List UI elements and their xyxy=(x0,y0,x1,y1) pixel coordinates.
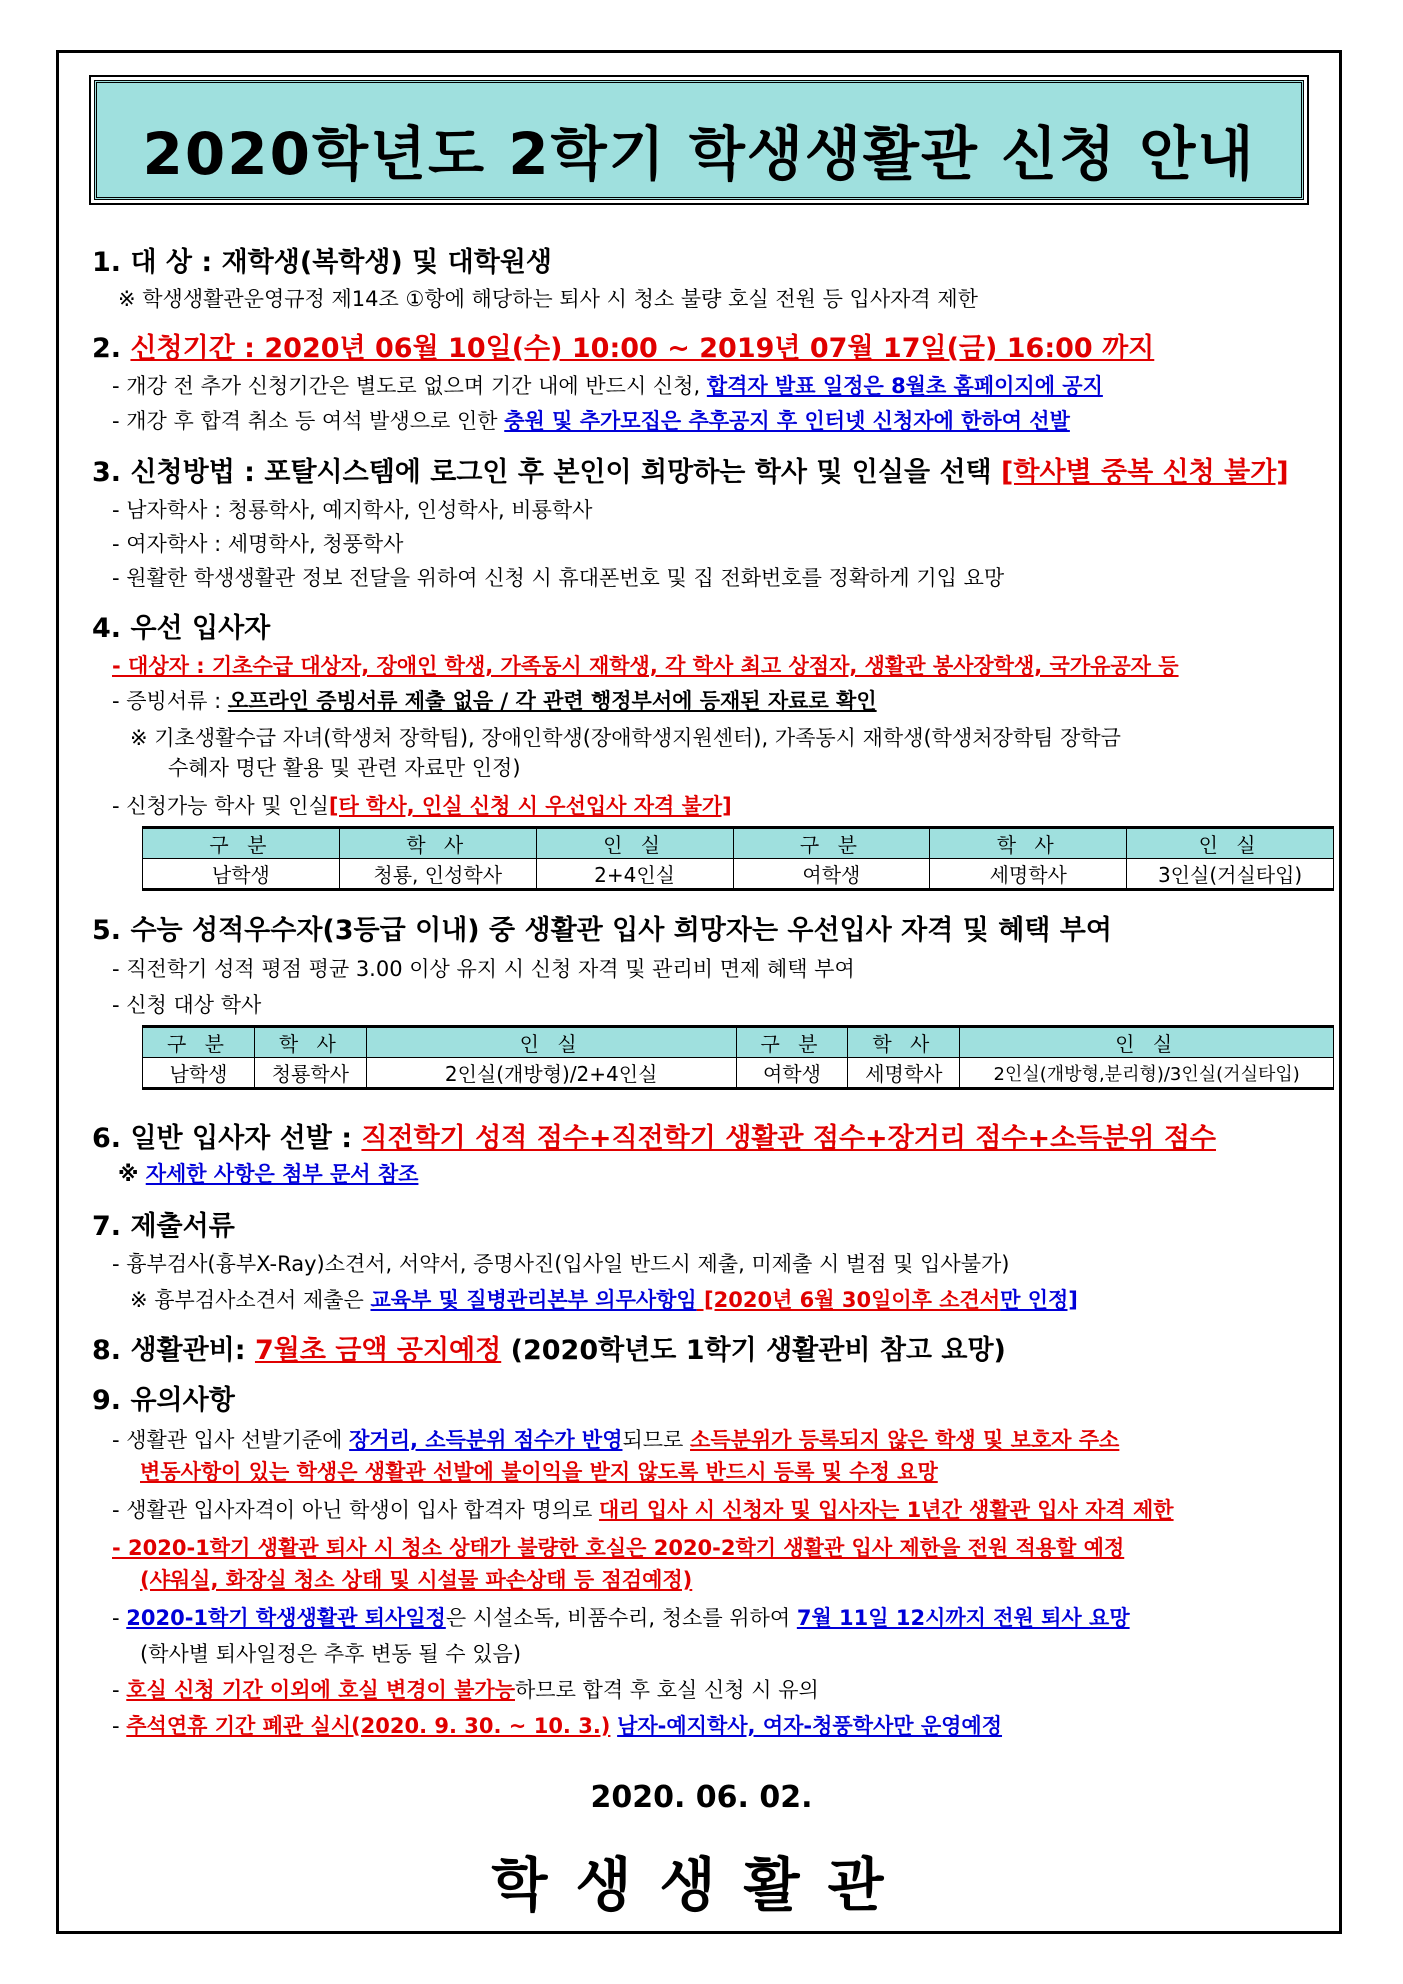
section-2-line-1-text: - 개강 전 추가 신청기간은 별도로 없으며 기간 내에 반드시 신청, xyxy=(112,374,707,398)
table-cell: 3인실(거실타입) xyxy=(1127,859,1334,890)
section-9-line-6-text: 은 시설소독, 비품수리, 청소를 위하여 xyxy=(445,1606,797,1630)
announcement-notice: 합격자 발표 일정은 8월초 홈페이지에 공지 xyxy=(706,374,1103,398)
attachment-reference: 자세한 사항은 첨부 문서 참조 xyxy=(145,1162,419,1186)
table-header: 인 실 xyxy=(536,828,733,859)
priority-table xyxy=(142,826,1334,891)
section-4-line-1: - 대상자 : 기초수급 대상자, 장애인 학생, 가족동시 재학생, 각 학사 최고 상점자, 생활관 봉사장학생, 국가유공자 등 xyxy=(112,654,1179,678)
section-4-line-4: 수혜자 명단 활용 및 관련 자료만 인정) xyxy=(168,756,521,780)
table-header: 학 사 xyxy=(339,828,536,859)
table-header: 인 실 xyxy=(1127,828,1334,859)
table-cell: 세명학사 xyxy=(848,1058,960,1089)
table-cell: 청룡, 인성학사 xyxy=(339,859,536,890)
table-header: 구 분 xyxy=(143,828,340,859)
section-9-line-3 xyxy=(112,1494,1174,1524)
section-4-heading: 4. 우선 입사자 xyxy=(92,613,271,644)
section-1-note: ※ 학생생활관운영규정 제14조 ①항에 해당하는 퇴사 시 청소 불량 호실 전원 등 입사자격 제한 xyxy=(118,287,978,311)
section-3-line-1: - 남자학사 : 청룡학사, 예지학사, 인성학사, 비룡학사 xyxy=(112,498,593,522)
section-7-heading: 7. 제출서류 xyxy=(92,1211,235,1242)
section-9-line-1 xyxy=(112,1424,1119,1454)
section-7-line-2-text: ※ 흉부검사소견서 제출은 xyxy=(130,1288,371,1312)
table-header: 학 사 xyxy=(930,828,1127,859)
date-notice-end: 만 인정] xyxy=(1000,1288,1078,1312)
section-6-heading-text: 6. 일반 입사자 선발 : xyxy=(92,1123,362,1154)
table-header: 구 분 xyxy=(733,828,930,859)
section-9-line-8 xyxy=(112,1674,819,1704)
additional-recruitment-notice: 충원 및 추가모집은 추후공지 후 인터넷 신청자에 한하여 선발 xyxy=(504,409,1070,433)
section-4-line-3: ※ 기초생활수급 자녀(학생처 장학팀), 장애인학생(장애학생지원센터), 가족동시 재학생(학생처장학팀 장학금 xyxy=(130,726,1121,750)
section-1-heading: 1. 대 상 : 재학생(복학생) 및 대학원생 xyxy=(92,247,552,278)
section-7-line-2 xyxy=(130,1284,1078,1314)
section-4-restriction: [타 학사, 인실 신청 시 우선입사 자격 불가] xyxy=(328,794,732,818)
room-change-warning: 호실 신청 기간 이외에 호실 변경이 불가능 xyxy=(126,1678,515,1702)
mandatory-notice: 교육부 및 질병관리본부 의무사항임 xyxy=(370,1288,697,1312)
section-5-line-2: - 신청 대상 학사 xyxy=(112,993,262,1017)
section-9-line-4: - 2020-1학기 생활관 퇴사 시 청소 상태가 불량한 호실은 2020-2학기 생활관 입사 제한을 전원 적용할 예정 xyxy=(112,1536,1125,1560)
table-cell: 2+4인실 xyxy=(536,859,733,890)
selection-criteria: 직전학기 성적 점수+직전학기 생활관 점수+장거리 점수+소득분위 점수 xyxy=(361,1123,1216,1154)
table-header: 구 분 xyxy=(143,1027,255,1058)
income-warning: 소득분위가 등록되지 않은 학생 및 보호자 주소 xyxy=(690,1428,1120,1452)
score-reflected: 장거리, 소득분위 점수가 반영 xyxy=(349,1428,623,1452)
table-header: 인 실 xyxy=(960,1027,1334,1058)
table-header: 구 분 xyxy=(736,1027,848,1058)
section-4-line-2-label: - 증빙서류 : xyxy=(112,689,228,713)
section-8-heading-text: 8. 생활관비: xyxy=(92,1335,255,1366)
note-mark: ※ xyxy=(118,1162,146,1186)
section-9-line-5: (샤워실, 화장실 청소 상태 및 시설물 파손상태 등 점검예정) xyxy=(140,1568,693,1592)
section-3-heading xyxy=(92,450,1289,489)
section-7-line-1: - 흉부검사(흉부X-Ray)소견서, 서약서, 증명사진(입사일 반드시 제출, 미제출 시 벌점 및 입사불가) xyxy=(112,1252,1010,1276)
table-header-row xyxy=(143,1027,1334,1058)
section-3-line-3: - 원활한 학생생활관 정보 전달을 위하여 신청 시 휴대폰번호 및 집 전화번호를 정확하게 기입 요망 xyxy=(112,566,1005,590)
table-row xyxy=(143,1058,1334,1089)
fee-notice: 7월초 금액 공지예정 xyxy=(254,1335,502,1366)
section-4-line-5 xyxy=(112,790,732,820)
table-cell: 2인실(개방형,분리형)/3인실(거실타입) xyxy=(960,1058,1334,1089)
section-9-line-8-text: 하므로 합격 후 호실 신청 시 유의 xyxy=(515,1678,819,1702)
section-2-line-2 xyxy=(112,405,1070,435)
table-cell: 세명학사 xyxy=(930,859,1127,890)
dash: - xyxy=(112,1606,127,1630)
section-2-line-2-text: - 개강 후 합격 취소 등 여석 발생으로 인한 xyxy=(112,409,505,433)
fee-reference: (2020학년도 1학기 생활관비 참고 요망) xyxy=(501,1335,1006,1366)
issuing-office: 학생생활관 xyxy=(491,1851,912,1919)
dash: - xyxy=(112,1678,127,1702)
dash: - xyxy=(112,1714,127,1738)
section-2-period: 신청기간 : 2020년 06월 10일(수) 10:00 ~ 2019년 07월 17일(금) 16:00 까지 xyxy=(130,333,1155,364)
closure-notice: 추석연휴 기간 폐관 실시(2020. 9. 30. ~ 10. 3.) xyxy=(126,1714,611,1738)
table-header: 학 사 xyxy=(848,1027,960,1058)
table-cell: 청룡학사 xyxy=(254,1058,366,1089)
no-duplicate-notice: [학사별 중복 신청 불가] xyxy=(1001,457,1289,488)
section-4-line-5-text: - 신청가능 학사 및 인실 xyxy=(112,794,329,818)
date-notice: [2020년 6월 30일이후 소견서 xyxy=(696,1288,1001,1312)
table-cell: 2인실(개방형)/2+4인실 xyxy=(366,1058,736,1089)
title-box xyxy=(94,80,1304,200)
page-title: 2020학년도 2학기 학생생활관 신청 안내 xyxy=(142,120,1256,188)
table-cell: 여학생 xyxy=(733,859,930,890)
section-8-heading xyxy=(92,1328,1006,1367)
section-3-line-2: - 여자학사 : 세명학사, 청풍학사 xyxy=(112,532,404,556)
section-6-note xyxy=(118,1158,418,1188)
table-header: 인 실 xyxy=(366,1027,736,1058)
section-9-line-2: 변동사항이 있는 학생은 생활관 선발에 불이익을 받지 않도록 반드시 등록 및 수정 요망 xyxy=(140,1460,938,1484)
section-4-evidence: 오프라인 증빙서류 제출 없음 / 각 관련 행정부서에 등재된 자료로 확인 xyxy=(227,689,877,713)
section-9-line-1-mid: 되므로 xyxy=(622,1428,691,1452)
section-9-heading: 9. 유의사항 xyxy=(92,1385,235,1416)
section-9-line-6 xyxy=(112,1602,1130,1632)
issue-date: 2020. 06. 02. xyxy=(590,1780,813,1815)
checkout-deadline: 7월 11일 12시까지 전원 퇴사 요망 xyxy=(796,1606,1130,1630)
table-row xyxy=(143,859,1334,890)
table-cell: 남학생 xyxy=(143,1058,255,1089)
section-2-number: 2. xyxy=(92,333,131,364)
checkout-schedule: 2020-1학기 학생생활관 퇴사일정 xyxy=(126,1606,446,1630)
section-2-line-1 xyxy=(112,370,1103,400)
section-9-line-3-text: - 생활관 입사자격이 아닌 학생이 입사 합격자 명의로 xyxy=(112,1498,599,1522)
csat-table xyxy=(142,1025,1334,1090)
section-2-heading xyxy=(92,326,1154,365)
proxy-warning: 대리 입사 시 신청자 및 입사자는 1년간 생활관 입사 자격 제한 xyxy=(598,1498,1174,1522)
section-9-line-9 xyxy=(112,1710,1002,1740)
section-6-heading xyxy=(92,1116,1216,1155)
section-3-heading-text: 3. 신청방법 : 포탈시스템에 로그인 후 본인이 희망하는 학사 및 인실을 선택 xyxy=(92,457,1002,488)
section-4-line-2 xyxy=(112,685,877,715)
section-9-line-1-text: - 생활관 입사 선발기준에 xyxy=(112,1428,350,1452)
open-dorms-notice: 남자-예지학사, 여자-청풍학사만 운영예정 xyxy=(617,1714,1003,1738)
table-cell: 여학생 xyxy=(736,1058,848,1089)
section-5-line-1: - 직전학기 성적 평점 평균 3.00 이상 유지 시 신청 자격 및 관리비 면제 혜택 부여 xyxy=(112,957,855,981)
table-header: 학 사 xyxy=(254,1027,366,1058)
section-5-heading: 5. 수능 성적우수자(3등급 이내) 중 생활관 입사 희망자는 우선입사 자격 및 혜택 부여 xyxy=(92,915,1112,946)
table-header-row xyxy=(143,828,1334,859)
section-9-line-7: (학사별 퇴사일정은 추후 변동 될 수 있음) xyxy=(140,1642,522,1666)
table-cell: 남학생 xyxy=(143,859,340,890)
